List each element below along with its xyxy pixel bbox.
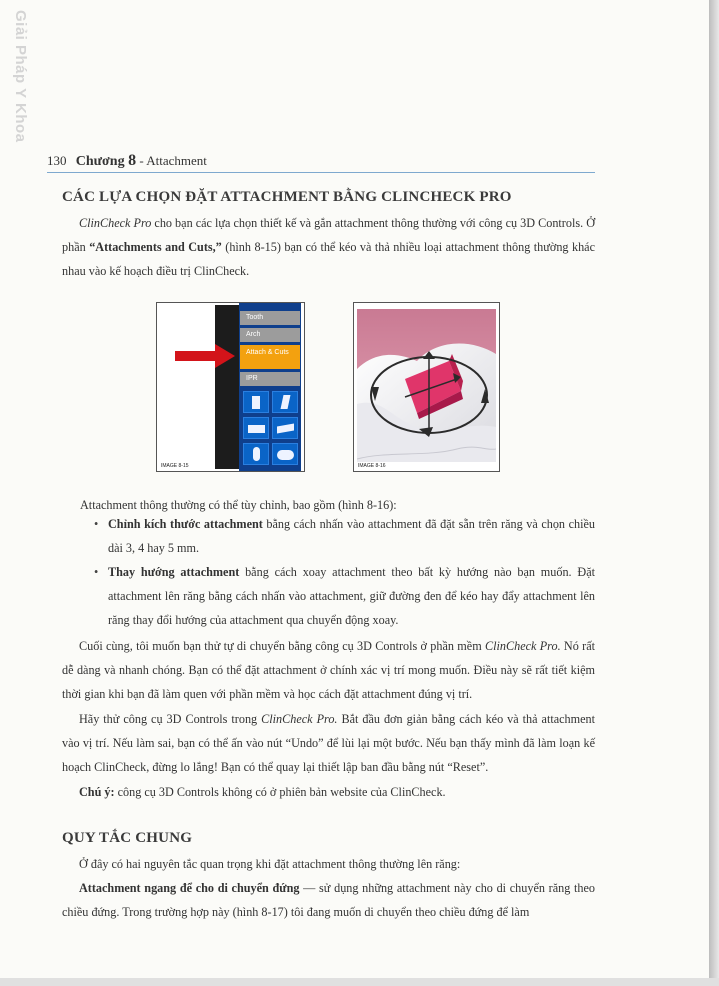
bold-term: Attachment ngang để cho di chuyển đứng: [79, 881, 300, 895]
paragraph-text: — sử dụng những attachment này cho di chuyển răng theo chiều đứng. Trong trường hợp này (hình 8-17) tôi đang muốn di chuyển theo chiều đứng để làm: [62, 881, 595, 919]
figure-caption: IMAGE 8-16: [358, 463, 386, 469]
page-bottom-edge: [0, 978, 719, 986]
red-arrow-shaft: [175, 351, 217, 361]
bullet-text: bằng cách xoay attachment theo bất kỳ hướng nào bạn muốn. Đặt attachment lên răng bằng cách nhấn vào attachment, giữ đường đen để kéo hay đẩy attachment lên răng thay đổi hướng của attachment qua chuyển động xoay.: [108, 565, 595, 627]
paragraph-text: Hãy thử công cụ 3D Controls trong: [79, 712, 262, 726]
attachment-tile: [272, 391, 298, 413]
page-edge: [709, 0, 719, 986]
section-heading: CÁC LỰA CHỌN ĐẶT ATTACHMENT BẰNG CLINCHECK PRO: [62, 189, 512, 205]
attachment-tile: [272, 417, 298, 439]
note-paragraph: [62, 780, 595, 804]
bullet-list: [92, 512, 595, 632]
list-item: [92, 512, 595, 560]
paragraph-text: cho bạn các lựa chọn thiết kế và gắn attachment thông thường với công cụ 3D Controls. Ở phần: [62, 216, 595, 254]
red-arrow-icon: [215, 344, 235, 368]
attachment-tile: [243, 443, 269, 465]
tooth-render: [357, 309, 496, 462]
paragraph-text: Cuối cùng, tôi muốn bạn thử tự di chuyển bằng công cụ 3D Controls ở phần mềm: [79, 639, 485, 653]
chapter-title: - Attachment: [139, 153, 207, 168]
paragraph-text: Nó rất dễ dàng và nhanh chóng. Bạn có thể đặt attachment ở chính xác vị trí mong muốn. Điều này sẽ rất tiết kiệm thời gian khi bạn đã làm quen với phần mềm và học cách đặt attachment đúng vị trí.: [62, 639, 595, 701]
paragraph: [62, 634, 595, 706]
figure-caption: IMAGE 8-15: [161, 463, 189, 469]
italic-term: ClinCheck Pro.: [484, 639, 561, 653]
paragraph: Ở đây có hai nguyên tắc quan trọng khi đặt attachment thông thường lên răng:: [79, 857, 461, 871]
attachment-tile: [272, 443, 298, 465]
attachment-tile: [243, 417, 269, 439]
header-rule: [47, 172, 595, 173]
paragraph-text: Bắt đầu đơn giản bằng cách kéo và thả attachment vào vị trí. Nếu làm sai, bạn có thể ấn vào nút “Undo” để lùi lại một bước. Nếu bạn thấy mình đã làm loạn kế hoạch ClinCheck, đừng lo lắng! Bạn có thể quay lại thiết lập ban đầu bằng nút “Reset”.: [62, 712, 595, 774]
paragraph-text: (hình 8-15) bạn có thể kéo và thả nhiều loại attachment thông thường khác nhau vào kế hoạch điều trị ClinCheck.: [62, 240, 596, 278]
figure-clincheck-menu: [156, 302, 305, 472]
chapter-label: [76, 154, 136, 169]
menu-arch: Arch: [240, 328, 300, 342]
watermark: Giải Pháp Y Khoa: [12, 10, 29, 143]
note-label: Chú ý:: [79, 785, 115, 799]
section-paragraph: [62, 211, 595, 283]
chapter-number: 8: [128, 152, 137, 169]
note-text: công cụ 3D Controls không có ở phiên bản website của ClinCheck.: [114, 785, 446, 799]
tooth-attachment-illustration: [357, 309, 496, 462]
paragraph: [62, 876, 595, 924]
bullet-bold: Thay hướng attachment: [108, 565, 240, 579]
list-item: [92, 560, 595, 632]
running-header: [47, 152, 595, 170]
menu-attach-cuts: Attach & Cuts: [240, 345, 300, 369]
section-heading: QUY TẮC CHUNG: [62, 830, 193, 846]
attachment-tile: [243, 391, 269, 413]
figure-attachment-rotate: [353, 302, 500, 472]
intro-line: Attachment thông thường có thể tùy chỉnh, bao gồm (hình 8-16):: [80, 498, 397, 512]
italic-term: ClinCheck Pro.: [261, 712, 338, 726]
menu-ipr: IPR: [240, 372, 300, 386]
bullet-text: bằng cách nhấn vào attachment đã đặt sẵn trên răng và chọn chiều dài 3, 4 hay 5 mm.: [108, 517, 595, 555]
italic-term: ClinCheck Pro: [79, 216, 152, 230]
paragraph: [62, 707, 595, 779]
bold-term: “Attachments and Cuts,”: [89, 240, 222, 254]
chapter-word: Chương: [75, 154, 125, 169]
bullet-bold: Chỉnh kích thước attachment: [108, 517, 263, 531]
menu-tooth: Tooth: [240, 311, 300, 325]
page-number: 130: [47, 153, 67, 168]
